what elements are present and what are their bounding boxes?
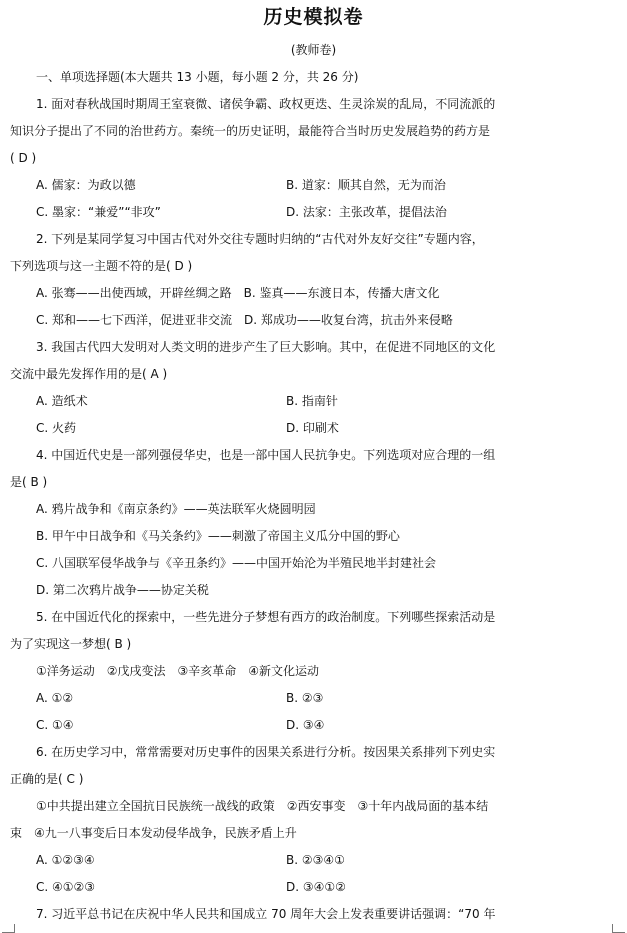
q4-option-d: D. 第二次鸦片战争——协定关税	[36, 583, 209, 597]
q1-option-a: A. 儒家：为政以德	[36, 178, 136, 192]
page-corner-mark-left	[2, 924, 15, 933]
q7-stem-line-1: 7. 习近平总书记在庆祝中华人民共和国成立 70 周年大会上发表重要讲话强调：“70 年	[36, 907, 496, 921]
q5-option-d: D. ③④	[286, 718, 325, 732]
q3-option-d: D. 印刷术	[286, 421, 339, 435]
q6-option-d: D. ③④①②	[286, 880, 346, 894]
q1-option-c: C. 墨家：“兼爱”“非攻”	[36, 205, 161, 219]
q5-option-b: B. ②③	[286, 691, 324, 705]
q3-option-a: A. 造纸术	[36, 394, 88, 408]
q4-option-c: C. 八国联军侵华战争与《辛丑条约》——中国开始沦为半殖民地半封建社会	[36, 556, 437, 570]
q6-option-a: A. ①②③④	[36, 853, 95, 867]
q2-options-ab: A. 张骞——出使西域，开辟丝绸之路 B. 鉴真——东渡日本，传播大唐文化	[36, 286, 440, 300]
q4-option-a: A. 鸦片战争和《南京条约》——英法联军火烧圆明园	[36, 502, 316, 516]
q4-stem-line-2: 是( B )	[10, 475, 48, 489]
q5-option-c: C. ①④	[36, 718, 74, 732]
q2-stem-line-2: 下列选项与这一主题不符的是( D )	[10, 259, 193, 273]
q4-stem-line-1: 4. 中国近代史是一部列强侵华史，也是一部中国人民抗争史。下列选项对应合理的一组	[36, 448, 496, 462]
section-heading: 一、单项选择题(本大题共 13 小题，每小题 2 分，共 26 分)	[36, 70, 359, 84]
q4-option-b: B. 甲午中日战争和《马关条约》——刺激了帝国主义瓜分中国的野心	[36, 529, 400, 543]
q6-option-c: C. ④①②③	[36, 880, 96, 894]
q2-stem-line-1: 2. 下列是某同学复习中国古代对外交往专题时归纳的“古代对外友好交往”专题内容，	[36, 232, 484, 246]
q3-stem-line-1: 3. 我国古代四大发明对人类文明的进步产生了巨大影响。其中，在促进不同地区的文化	[36, 340, 496, 354]
q6-stem-line-2: 正确的是( C )	[10, 772, 84, 786]
q6-stem-line-1: 6. 在历史学习中，常常需要对历史事件的因果关系进行分析。按因果关系排列下列史实	[36, 745, 496, 759]
page-title: 历史模拟卷	[263, 6, 364, 28]
page-corner-mark-right	[612, 924, 625, 933]
q2-options-cd: C. 郑和——七下西洋，促进亚非交流 D. 郑成功——收复台湾，抗击外来侵略	[36, 313, 453, 327]
q5-stem-line-1: 5. 在中国近代化的探索中，一些先进分子梦想有西方的政治制度。下列哪些探索活动是	[36, 610, 496, 624]
q3-option-c: C. 火药	[36, 421, 77, 435]
q5-option-a: A. ①②	[36, 691, 74, 705]
q1-answer: ( D )	[10, 151, 37, 165]
q3-stem-line-2: 交流中最先发挥作用的是( A )	[10, 367, 168, 381]
q1-option-d: D. 法家：主张改革，提倡法治	[286, 205, 447, 219]
q3-option-b: B. 指南针	[286, 394, 338, 408]
q5-items: ①洋务运动 ②戊戌变法 ③辛亥革命 ④新文化运动	[36, 664, 320, 678]
q6-items-line-1: ①中共提出建立全国抗日民族统一战线的政策 ②西安事变 ③十年内战局面的基本结	[36, 799, 489, 813]
q1-stem-line-2: 知识分子提出了不同的治世药方。秦统一的历史证明，最能符合当时历史发展趋势的药方是	[10, 124, 491, 138]
q5-stem-line-2: 为了实现这一梦想( B )	[10, 637, 132, 651]
q6-items-line-2: 束 ④九一八事变后日本发动侵华战争，民族矛盾上升	[10, 826, 297, 840]
page-subtitle: (教师卷)	[290, 43, 337, 57]
q1-stem-line-1: 1. 面对春秋战国时期周王室衰微、诸侯争霸、政权更迭、生灵涂炭的乱局，不同流派的	[36, 97, 496, 111]
q6-option-b: B. ②③④①	[286, 853, 345, 867]
q1-option-b: B. 道家：顺其自然，无为而治	[286, 178, 446, 192]
